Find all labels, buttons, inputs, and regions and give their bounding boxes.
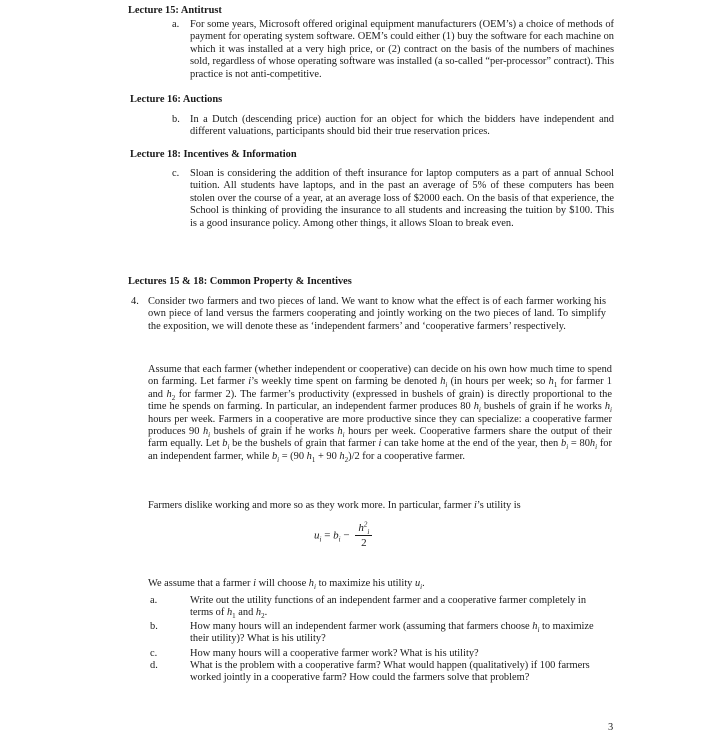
item-marker-c: c. <box>172 168 180 179</box>
question-intro: Consider two farmers and two pieces of land. We want to know what the effect is of each farmer working his own piece of land versus the farmers cooperating and jointly working on the two pieces of land. To simplify the exposition, we will denote these as ‘independent farmers’ and ‘cooperative farmers’ respectively. <box>148 296 606 332</box>
sub-question-d: What is the problem with a cooperative farm? What would happen (qualitatively) if 100 farmers worked jointly in a cooperative farm? How could the farmers solve that problem? <box>190 660 590 684</box>
lectures-15-18-heading: Lectures 15 & 18: Common Property & Incentives <box>128 276 352 287</box>
lecture-18-heading: Lecture 18: Incentives & Information <box>130 149 297 160</box>
page-number: 3 <box>608 722 614 733</box>
lecture-16-heading: Lecture 16: Auctions <box>130 94 223 105</box>
insurance-statement: Sloan is considering the addition of theft insurance for laptop computers as a part of annual School tuition. All students have laptops, and in the past an average of 5% of these computers has been stolen over the course of a year, at an average loss of $2000 each. On the basis of that experience, the School is thinking of providing the insurance to all students and increasing the tuition by $100. This is a good insurance policy. Among other things, it allows Sloan to break even. <box>190 168 614 229</box>
utility-fraction: $\frac{h^2_i}{2}$ <box>355 522 372 550</box>
question-marker: 4. <box>131 296 139 307</box>
sub-marker-b: b. <box>150 621 158 632</box>
choice-assumption: We assume that a farmer i will choose $h_i$ to maximize his utility $u_i$. <box>148 578 425 592</box>
auction-statement: In a Dutch (descending price) auction for an object for which the bidders have independent and different valuations, participants should bid their true reservation prices. <box>190 114 614 138</box>
assumption-paragraph: Assume that each farmer (whether independent or cooperative) can decide on his own how much time to spend on farming. Let farmer i’s weekly time spent on farming be denoted $h_i$ (in hours per week; so $h_1$ for farmer 1 and $h_2$ for farmer 2). The farmer’s productivity (expressed in bushels of grain) is directly proportional to the time he spends on farming. In particular, an independent farmer produces 80 $h_i$ bushels of grain if he works $h_i$ hours per week. Farmers in a cooperative are more productive since they can specialize: a cooperative farmer produces 90 $h_i$ bushels of grain if he works $h_i$ hours per week. Cooperative farmers share the output of their farm equally. Let $b_i$ be the bushels of grain that farmer i can take home at the end of the year, then $b_i = 80h_i$ for an independent farmer, while $b_i = (90$ $h_1 + 90$ $h_2)/2$ for a cooperative farmer. <box>148 364 612 464</box>
antitrust-statement: For some years, Microsoft offered original equipment manufacturers (OEM’s) a choice of methods of payment for operating system software. OEM’s could either (1) buy the software for each machine on which it was installed at a very high price, or (2) contract on the basis of the numbers of machines sold, regardless of whose operating software was installed (a so-called “per-processor” contract). This practice is not anti-competitive. <box>190 19 614 80</box>
lecture-15-heading: Lecture 15: Antitrust <box>128 5 222 16</box>
sub-marker-d: d. <box>150 660 158 671</box>
utility-intro: Farmers dislike working and more so as they work more. In particular, farmer i’s utility is <box>148 500 521 511</box>
sub-marker-a: a. <box>150 595 158 606</box>
sub-marker-c: c. <box>150 648 158 659</box>
utility-equation: $u_i = b_i$ − $\frac{h^2_i}{2}$ <box>314 522 372 550</box>
item-marker-a: a. <box>172 19 180 30</box>
item-marker-b: b. <box>172 114 180 125</box>
sub-question-a: Write out the utility functions of an independent farmer and a cooperative farmer completely in terms of $h_1$ and $h_2$. <box>190 595 587 621</box>
sub-question-c: How many hours will a cooperative farmer work? What is his utility? <box>190 648 479 659</box>
sub-question-b: How many hours will an independent farmer work (assuming that farmers choose $h_i$ to maximize their utility)? What is his utility? <box>190 621 594 645</box>
